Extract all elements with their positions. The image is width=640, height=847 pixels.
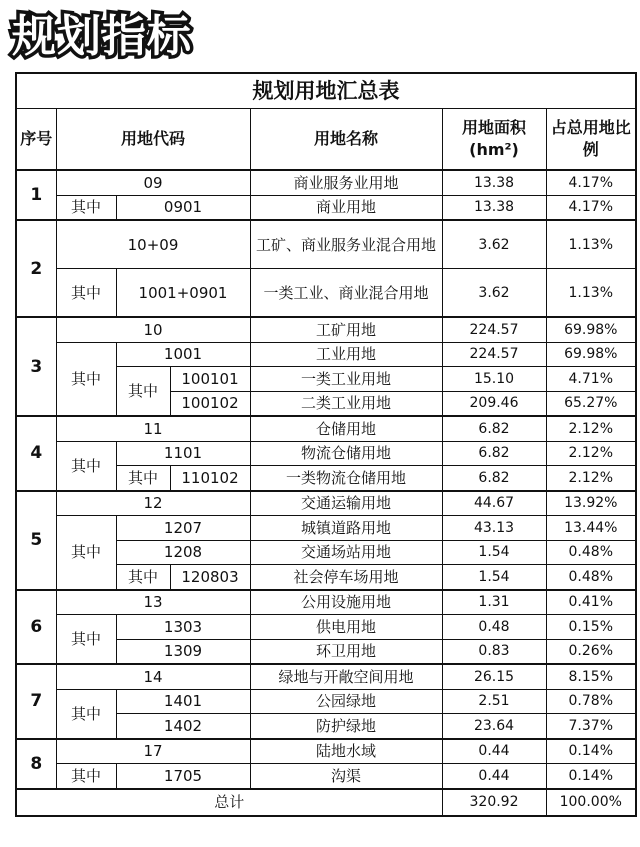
row-seq: 8 (16, 739, 56, 789)
row-ratio: 0.78% (546, 689, 636, 714)
row-name: 一类工业、商业混合用地 (250, 269, 442, 318)
row-name: 公园绿地 (250, 689, 442, 714)
table-row (16, 195, 636, 220)
row-ratio: 69.98% (546, 317, 636, 342)
row-ratio: 4.17% (546, 170, 636, 195)
row-area: 3.62 (442, 269, 546, 318)
row-code: 1208 (116, 540, 250, 565)
table-row (16, 441, 636, 466)
row-code: 1309 (116, 639, 250, 664)
row-name: 沟渠 (250, 764, 442, 789)
table-row (16, 739, 636, 764)
row-code: 100101 (170, 367, 250, 392)
row-code: 0901 (116, 195, 250, 220)
row-seq: 3 (16, 317, 56, 416)
row-name: 工业用地 (250, 342, 442, 367)
row-area: 6.82 (442, 466, 546, 491)
row-ratio: 1.13% (546, 220, 636, 269)
row-ratio: 65.27% (546, 391, 636, 416)
row-code: 11 (56, 416, 250, 441)
row-code: 1001 (116, 342, 250, 367)
row-ratio: 13.92% (546, 491, 636, 516)
row-name: 环卫用地 (250, 639, 442, 664)
row-area: 3.62 (442, 220, 546, 269)
row-seq: 1 (16, 170, 56, 220)
land-use-summary-table (15, 72, 637, 817)
row-code: 1101 (116, 441, 250, 466)
row-area: 44.67 (442, 491, 546, 516)
row-name: 公用设施用地 (250, 590, 442, 615)
row-name: 城镇道路用地 (250, 516, 442, 541)
row-name: 交通场站用地 (250, 540, 442, 565)
row-ratio: 0.14% (546, 764, 636, 789)
row-code: 1705 (116, 764, 250, 789)
row-ratio: 0.41% (546, 590, 636, 615)
row-ratio: 2.12% (546, 416, 636, 441)
table-row (16, 342, 636, 367)
table-row (16, 615, 636, 640)
row-ratio: 4.71% (546, 367, 636, 392)
sub-label: 其中 (56, 689, 116, 739)
sub-label: 其中 (56, 441, 116, 491)
row-code: 14 (56, 664, 250, 689)
row-name: 交通运输用地 (250, 491, 442, 516)
row-ratio: 7.37% (546, 714, 636, 739)
header-name: 用地名称 (250, 109, 442, 171)
header-code: 用地代码 (56, 109, 250, 171)
row-area: 224.57 (442, 342, 546, 367)
table-header-row (16, 109, 636, 171)
row-code: 09 (56, 170, 250, 195)
row-ratio: 0.48% (546, 540, 636, 565)
row-name: 工矿、商业服务业混合用地 (250, 220, 442, 269)
sub-label: 其中 (56, 764, 116, 789)
total-label: 总计 (16, 789, 442, 816)
land-use-table-container (15, 72, 635, 817)
row-code: 17 (56, 739, 250, 764)
row-area: 26.15 (442, 664, 546, 689)
row-ratio: 13.44% (546, 516, 636, 541)
row-name: 物流仓储用地 (250, 441, 442, 466)
row-ratio: 8.15% (546, 664, 636, 689)
table-row (16, 764, 636, 789)
row-name: 供电用地 (250, 615, 442, 640)
row-area: 0.44 (442, 764, 546, 789)
row-area: 43.13 (442, 516, 546, 541)
row-name: 仓储用地 (250, 416, 442, 441)
row-code: 10 (56, 317, 250, 342)
row-name: 商业用地 (250, 195, 442, 220)
row-code: 13 (56, 590, 250, 615)
header-ratio: 占总用地比例 (546, 109, 636, 171)
row-ratio: 1.13% (546, 269, 636, 318)
row-name: 防护绿地 (250, 714, 442, 739)
sub-label: 其中 (56, 615, 116, 665)
row-name: 陆地水域 (250, 739, 442, 764)
row-code: 1001+0901 (116, 269, 250, 318)
row-ratio: 2.12% (546, 441, 636, 466)
row-ratio: 4.17% (546, 195, 636, 220)
row-area: 1.54 (442, 565, 546, 590)
row-name: 商业服务业用地 (250, 170, 442, 195)
row-area: 2.51 (442, 689, 546, 714)
table-row (16, 491, 636, 516)
sub-label: 其中 (56, 269, 116, 318)
total-area: 320.92 (442, 789, 546, 816)
row-name: 二类工业用地 (250, 391, 442, 416)
row-area: 6.82 (442, 416, 546, 441)
row-code: 1402 (116, 714, 250, 739)
row-area: 1.54 (442, 540, 546, 565)
table-row (16, 317, 636, 342)
row-area: 1.31 (442, 590, 546, 615)
sub-label: 其中 (116, 565, 170, 590)
row-area: 23.64 (442, 714, 546, 739)
row-area: 209.46 (442, 391, 546, 416)
table-caption: 规划用地汇总表 (16, 73, 636, 109)
row-name: 一类物流仓储用地 (250, 466, 442, 491)
total-ratio: 100.00% (546, 789, 636, 816)
total-row (16, 789, 636, 816)
sub-label: 其中 (56, 195, 116, 220)
table-row (16, 220, 636, 269)
row-ratio: 0.26% (546, 639, 636, 664)
row-code: 120803 (170, 565, 250, 590)
row-seq: 5 (16, 491, 56, 590)
row-name: 绿地与开敞空间用地 (250, 664, 442, 689)
header-seq: 序号 (16, 109, 56, 171)
table-row (16, 664, 636, 689)
table-row (16, 689, 636, 714)
row-area: 0.44 (442, 739, 546, 764)
table-caption-row (16, 73, 636, 109)
row-code: 110102 (170, 466, 250, 491)
row-ratio: 0.48% (546, 565, 636, 590)
row-code: 100102 (170, 391, 250, 416)
row-code: 1207 (116, 516, 250, 541)
table-row (16, 590, 636, 615)
row-ratio: 69.98% (546, 342, 636, 367)
sub-label: 其中 (56, 516, 116, 590)
row-seq: 7 (16, 664, 56, 739)
row-area: 0.48 (442, 615, 546, 640)
row-area: 224.57 (442, 317, 546, 342)
sub-label: 其中 (56, 342, 116, 416)
table-row (16, 170, 636, 195)
row-area: 13.38 (442, 195, 546, 220)
row-name: 工矿用地 (250, 317, 442, 342)
table-row (16, 269, 636, 318)
row-area: 13.38 (442, 170, 546, 195)
sub-label: 其中 (116, 367, 170, 417)
row-code: 10+09 (56, 220, 250, 269)
row-ratio: 2.12% (546, 466, 636, 491)
row-ratio: 0.14% (546, 739, 636, 764)
page-title: 规划指标 (12, 11, 192, 62)
row-code: 1303 (116, 615, 250, 640)
row-name: 一类工业用地 (250, 367, 442, 392)
sub-label: 其中 (116, 466, 170, 491)
row-ratio: 0.15% (546, 615, 636, 640)
header-area: 用地面积(hm²) (442, 109, 546, 171)
row-code: 1401 (116, 689, 250, 714)
row-area: 6.82 (442, 441, 546, 466)
row-seq: 6 (16, 590, 56, 665)
row-seq: 2 (16, 220, 56, 317)
row-seq: 4 (16, 416, 56, 491)
table-row (16, 416, 636, 441)
row-code: 12 (56, 491, 250, 516)
table-row (16, 516, 636, 541)
row-area: 15.10 (442, 367, 546, 392)
row-area: 0.83 (442, 639, 546, 664)
row-name: 社会停车场用地 (250, 565, 442, 590)
